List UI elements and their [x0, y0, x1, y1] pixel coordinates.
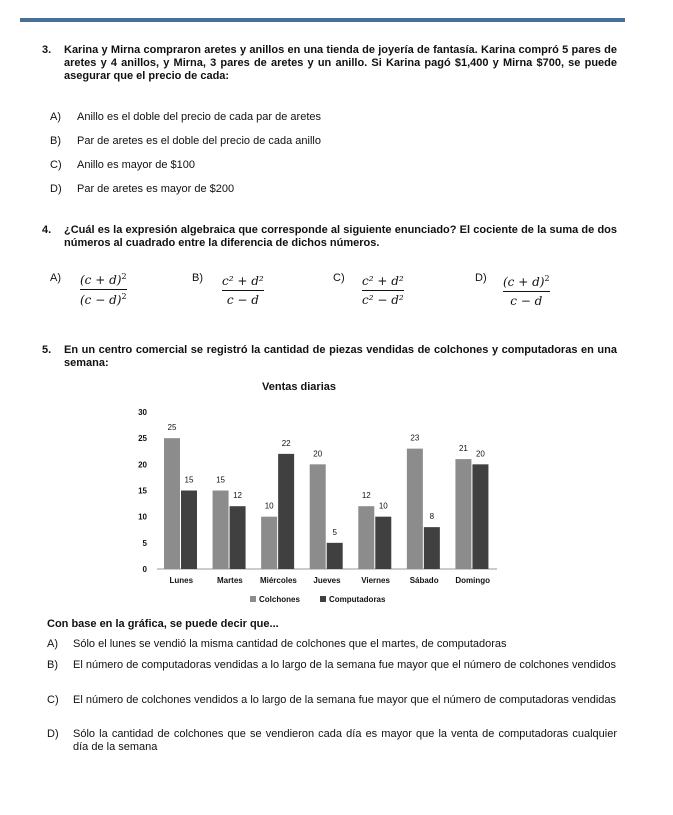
x-tick-label: Domingo: [455, 576, 491, 585]
q4-option-d-letter[interactable]: D): [475, 272, 487, 284]
option-text: Anillo es el doble del precio de cada par de aretes: [77, 111, 321, 123]
y-tick-label: 30: [138, 408, 147, 417]
option-letter: D): [50, 183, 62, 195]
chart-title: Ventas diarias: [262, 381, 336, 393]
option-letter: C): [50, 159, 62, 171]
bar-colchones-3: [310, 464, 326, 569]
question-3-text: Karina y Mirna compraron aretes y anillos en una tienda de joyería de fantasía. Karina compró 5 pares de aretes y 4 anillos, y Mirna, 3 pares de aretes y un anillo. Si Karina pagó $1,400 y Mirna $700, se puede asegurar que el precio de cada:: [64, 44, 617, 82]
legend-swatch-colchones: [250, 596, 256, 602]
q4-option-b-letter[interactable]: B): [192, 272, 203, 284]
denominator: c − d: [226, 293, 259, 307]
q4-option-a-letter[interactable]: A): [50, 272, 61, 284]
q4-option-c-letter[interactable]: C): [333, 272, 345, 284]
option-text: Anillo es mayor de $100: [77, 159, 196, 171]
q5-option-d[interactable]: [47, 728, 617, 754]
option-text: Par de aretes es el doble del precio de cada anillo: [77, 135, 321, 147]
bar-computadoras-5: [424, 527, 440, 569]
option-letter: A): [50, 111, 61, 123]
data-label: 10: [378, 501, 388, 511]
x-tick-label: Sábado: [409, 576, 439, 585]
option-text: Sólo la cantidad de colchones que se vendieron cada día es mayor que la venta de computadoras cualquier día de la semana: [73, 728, 617, 753]
data-label: 21: [458, 444, 468, 454]
bar-colchones-0: [164, 438, 180, 569]
x-tick-label: Lunes: [169, 576, 194, 585]
bar-computadoras-6: [472, 464, 488, 569]
data-label: 20: [313, 449, 323, 459]
y-tick-label: 20: [138, 460, 147, 470]
q5-option-a[interactable]: [47, 638, 617, 651]
denominator: (c − d): [80, 293, 122, 307]
bar-colchones-2: [261, 517, 277, 569]
bar-computadoras-4: [375, 517, 391, 569]
option-text: Par de aretes es mayor de $200: [77, 183, 235, 195]
legend-swatch-computadoras: [320, 596, 326, 602]
question-5-number: 5.: [42, 344, 52, 356]
x-tick-label: Viernes: [361, 576, 390, 585]
option-text: El número de computadoras vendidas a lo largo de la semana fue mayor que el número de colchones vendidos: [73, 659, 616, 671]
y-tick-label: 15: [138, 486, 147, 496]
x-tick-label: Miércoles: [259, 576, 297, 585]
bar-colchones-5: [407, 449, 423, 569]
bar-computadoras-3: [327, 543, 343, 569]
data-label: 12: [361, 491, 371, 501]
bar-computadoras-0: [181, 491, 197, 570]
option-letter: C): [47, 694, 59, 706]
q5-option-c[interactable]: [47, 694, 617, 707]
numerator: c² + d²: [362, 274, 404, 288]
numerator-exponent: 2: [121, 272, 127, 281]
bar-computadoras-2: [278, 454, 294, 569]
bar-computadoras-1: [230, 506, 246, 569]
data-label: 20: [475, 449, 485, 459]
legend-label: Colchones: [259, 595, 300, 604]
q5-option-b[interactable]: [47, 659, 617, 672]
y-tick-label: 10: [138, 512, 147, 522]
numerator-exponent: 2: [544, 274, 550, 283]
option-letter: B): [47, 659, 58, 671]
option-text: Sólo el lunes se vendió la misma cantidad de colchones que el martes, de computadoras: [73, 638, 507, 650]
x-tick-label: Jueves: [313, 576, 341, 585]
y-tick-label: 25: [138, 434, 147, 444]
data-label: 12: [233, 491, 243, 501]
bar-colchones-6: [455, 459, 471, 569]
question-3-number: 3.: [42, 44, 52, 56]
base-text: Con base en la gráfica, se puede decir que...: [47, 618, 279, 630]
numerator: c² + d²: [222, 274, 264, 288]
legend-label: Computadoras: [329, 595, 386, 604]
y-tick-label: 5: [142, 538, 147, 548]
option-letter: A): [47, 638, 58, 650]
data-label: 15: [184, 475, 194, 485]
question-4-text: ¿Cuál es la expresión algebraica que corresponde al siguiente enunciado? El cociente de la suma de dos números al cuadrado entre la diferencia de dichos números.: [64, 224, 617, 249]
data-label: 10: [264, 501, 274, 511]
data-label: 25: [167, 423, 177, 433]
numerator: (c + d): [80, 273, 122, 287]
option-letter: B): [50, 135, 61, 147]
denominator: c − d: [510, 294, 543, 308]
numerator: (c + d): [503, 275, 545, 289]
denominator: c² − d²: [362, 293, 404, 307]
data-label: 15: [216, 475, 226, 485]
x-tick-label: Martes: [216, 576, 243, 585]
option-letter: D): [47, 728, 59, 740]
bar-colchones-4: [358, 506, 374, 569]
bar-colchones-1: [213, 491, 229, 570]
question-5-text: En un centro comercial se registró la cantidad de piezas vendidas de colchones y computadoras en una semana:: [64, 344, 617, 369]
question-4-number: 4.: [42, 224, 52, 236]
option-text: El número de colchones vendidos a lo largo de la semana fue mayor que el número de computadoras vendidas: [73, 694, 616, 706]
data-label: 5: [332, 527, 337, 537]
y-tick-label: 0: [142, 565, 147, 574]
data-label: 22: [281, 438, 291, 448]
data-label: 8: [429, 512, 435, 522]
data-label: 23: [410, 433, 420, 443]
denominator-exponent: 2: [121, 292, 127, 301]
